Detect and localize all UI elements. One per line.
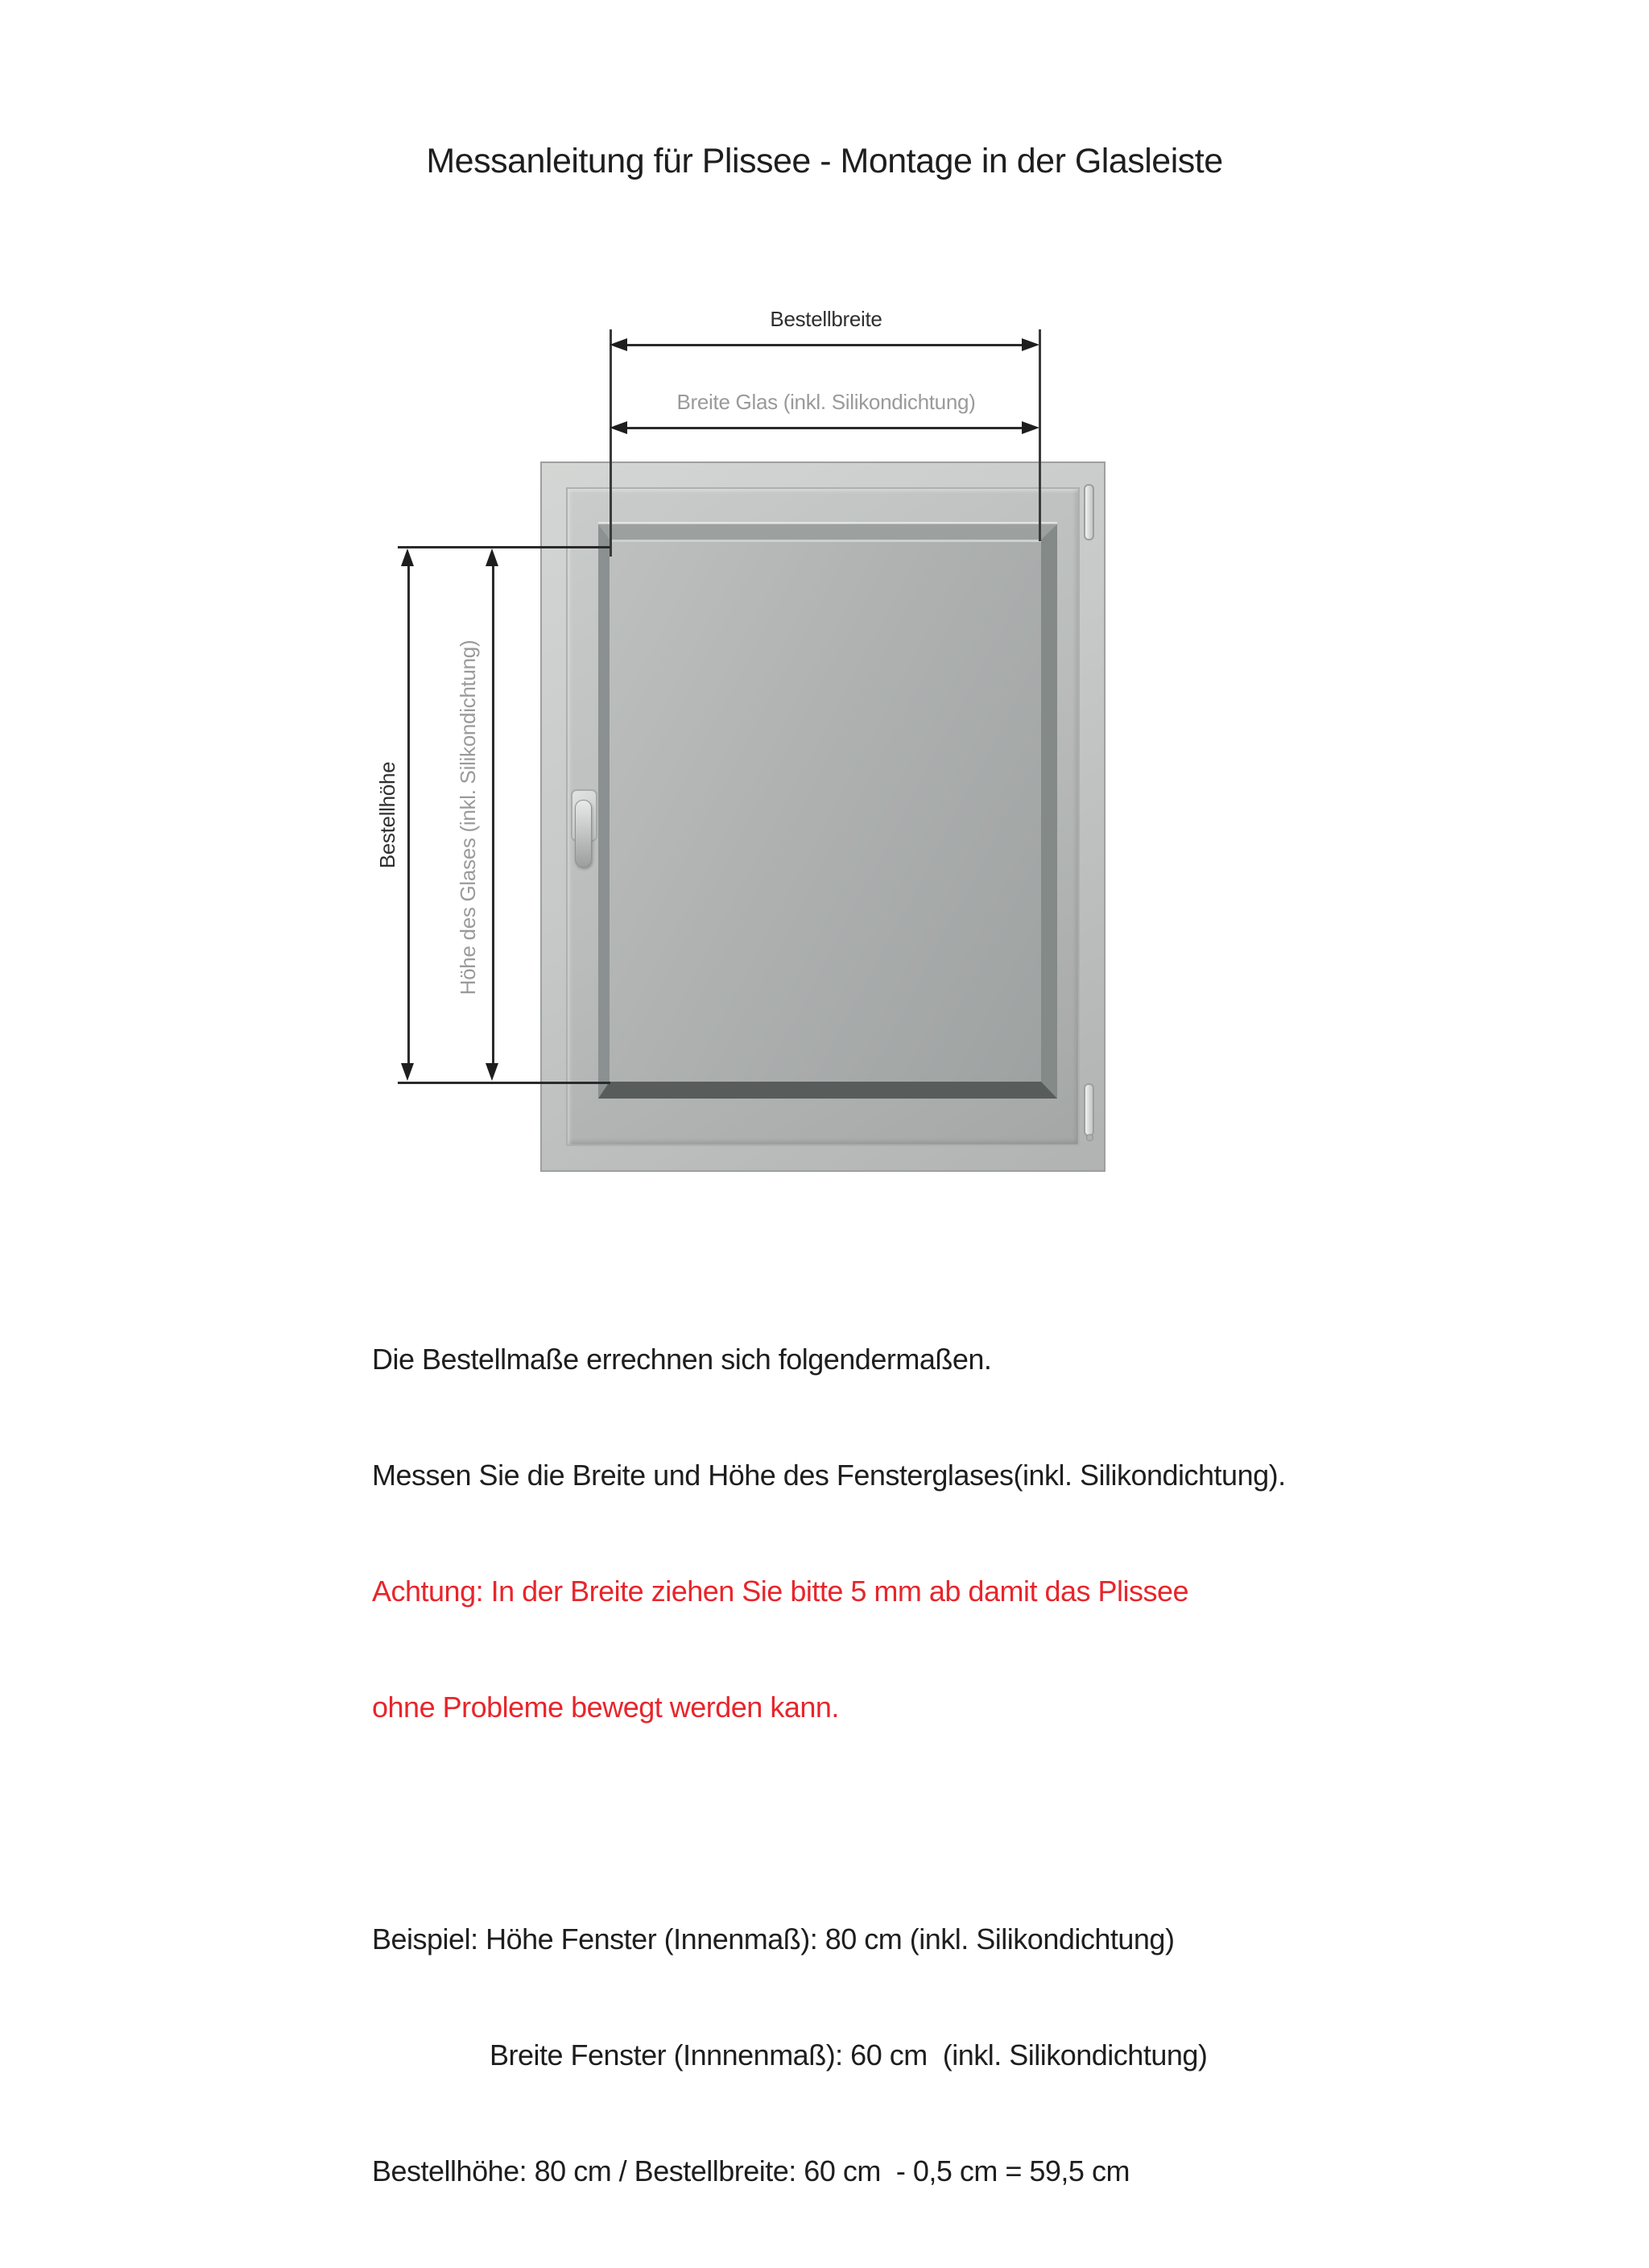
example-line: Breite Fenster (Innnenmaß): 60 cm (inkl. Silikondichtung)	[490, 2038, 1208, 2071]
spacer	[372, 1804, 1286, 1843]
order-height-label: Bestellhöhe	[375, 761, 399, 869]
window-handle-icon	[575, 800, 592, 867]
order-height-dimension-line	[407, 565, 410, 1064]
glazing-bead-frame	[598, 524, 1057, 1099]
example-line: Bestellhöhe: 80 cm / Bestellbreite: 60 cm - 0,5 cm = 59,5 cm	[372, 2154, 1130, 2187]
tick-line-top	[398, 546, 610, 548]
arrowhead-right-icon	[1022, 338, 1039, 351]
arrowhead-left-icon	[610, 338, 627, 351]
example-line: Beispiel: Höhe Fenster (Innenmaß): 80 cm (inkl. Silikondichtung)	[372, 1922, 1175, 1956]
arrowhead-up-icon	[486, 548, 498, 566]
extension-line-left	[610, 329, 612, 557]
arrowhead-down-icon	[486, 1063, 498, 1081]
warning-line: Achtung: In der Breite ziehen Sie bitte 5 mm ab damit das Plissee	[372, 1575, 1189, 1608]
order-width-label: Bestellbreite	[770, 307, 882, 331]
arrowhead-up-icon	[401, 548, 414, 566]
hinge-bottom-icon	[1084, 1083, 1094, 1136]
hinge-pin-icon	[1086, 1134, 1093, 1141]
extension-line-right	[1039, 329, 1041, 541]
page-title: Messanleitung für Plissee - Montage in der Glasleiste	[426, 142, 1223, 180]
window-glass	[610, 540, 1041, 1082]
instruction-line: Messen Sie die Breite und Höhe des Fensterglases(inkl. Silikondichtung).	[372, 1459, 1286, 1492]
sash-rail-groove	[598, 522, 1057, 524]
order-width-dimension-line	[622, 344, 1031, 346]
arrowhead-right-icon	[1022, 421, 1039, 434]
hinge-top-icon	[1084, 484, 1094, 540]
glass-width-label: Breite Glas (inkl. Silikondichtung)	[676, 390, 976, 414]
tick-line-bottom	[398, 1082, 610, 1084]
glass-width-dimension-line	[622, 427, 1031, 429]
glass-top-highlight	[610, 540, 1041, 542]
arrowhead-left-icon	[610, 421, 627, 434]
glass-height-label: Höhe des Glases (inkl. Silikondichtung)	[456, 639, 480, 995]
instructions-block	[372, 1263, 1286, 2268]
instruction-line: Die Bestellmaße errechnen sich folgendermaßen.	[372, 1343, 992, 1376]
arrowhead-down-icon	[401, 1063, 414, 1081]
warning-line: ohne Probleme bewegt werden kann.	[372, 1691, 839, 1724]
glass-height-dimension-line	[492, 565, 494, 1064]
